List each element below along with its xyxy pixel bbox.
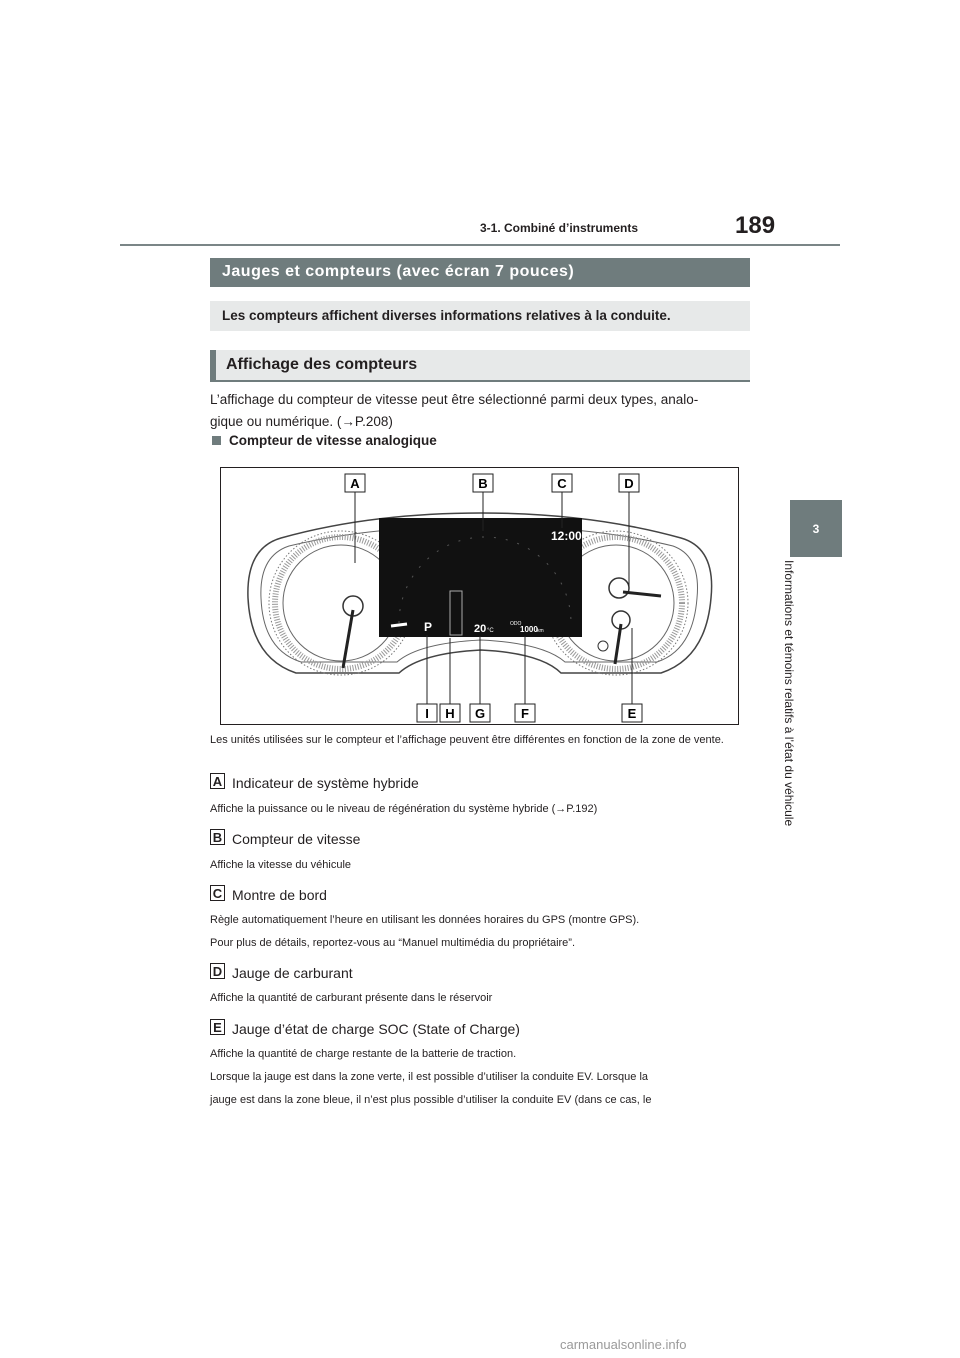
callout-f: F <box>521 706 529 721</box>
lead-text: Les compteurs affichent diverses informations relatives à la conduite. <box>210 301 750 331</box>
item-d-description: Affiche la quantité de carburant présente dans le réservoir <box>210 992 493 1004</box>
callout-i: I <box>425 706 429 721</box>
item-c-description: Règle automatiquement l’heure en utilisant les données horaires du GPS (montre GPS). Pour plus de détails, reportez-vous au “Manuel multimédia du propriétaire”. <box>210 914 640 949</box>
callout-c: C <box>557 476 567 491</box>
chapter-tab: 3 <box>790 500 842 557</box>
item-a-letter: A <box>210 773 225 789</box>
item-d-letter: D <box>210 963 225 979</box>
screen-temperature-unit: °C <box>487 628 494 634</box>
callout-a: A <box>350 476 360 491</box>
subsection-title: Affichage des compteurs <box>210 350 750 380</box>
item-e-letter: E <box>210 1019 225 1035</box>
item-a-title: Indicateur de système hybride <box>232 775 419 791</box>
item-b-title: Compteur de vitesse <box>232 831 361 847</box>
callout-d: D <box>624 476 634 491</box>
item-e-title: Jauge d’état de charge SOC (State of Charge) <box>232 1021 520 1037</box>
screen-clock: 12:00 <box>551 529 582 543</box>
screen-odometer: 1000 <box>520 625 538 634</box>
callout-g: G <box>474 706 486 721</box>
figure-note: Les unités utilisées sur le compteur et l’affichage peuvent être différentes en fonction de la zone de vente. <box>210 734 724 746</box>
screen-odometer-unit: km <box>537 628 544 634</box>
screen-gear: P <box>424 620 433 634</box>
screen-temperature: 20 <box>474 623 487 635</box>
callout-h: H <box>445 706 455 721</box>
item-d-title: Jauge de carburant <box>232 965 353 981</box>
cluster-illustration <box>221 468 738 724</box>
callout-e: E <box>627 706 637 721</box>
callout-b: B <box>478 476 488 491</box>
item-c-title: Montre de bord <box>232 887 327 903</box>
chapter-label: Informations et témoins relatifs à l’état du véhicule <box>782 560 796 827</box>
subsection-rule <box>210 380 750 382</box>
bullet-heading: Compteur de vitesse analogique <box>212 433 437 448</box>
bullet-square-icon <box>212 436 221 445</box>
item-b-description: Affiche la vitesse du véhicule <box>210 859 352 871</box>
intro-paragraph: L’affichage du compteur de vitesse peut être sélectionné parmi deux types, analo- gique ou numérique. (→P.208) <box>210 392 699 429</box>
section-header: 3-1. Combiné d’instruments <box>480 221 639 235</box>
watermark: carmanualsonline.info <box>560 1337 687 1352</box>
instrument-cluster-figure <box>220 467 739 725</box>
screen-odo-label: ODO <box>510 621 522 627</box>
header-rule <box>120 244 840 246</box>
page-number: 189 <box>735 212 776 239</box>
item-c-letter: C <box>210 885 225 901</box>
item-e-description: Affiche la quantité de charge restante de la batterie de traction. Lorsque la jauge est dans la zone verte, il est possible d’utiliser la conduite EV. Lorsque la jauge est dans la zone bleue, il n’est plus possible d’utiliser la conduite EV (dans ce cas, le <box>210 1048 652 1106</box>
item-a-description: Affiche la puissance ou le niveau de régénération du système hybride (→P.192) <box>210 803 598 815</box>
page-title: Jauges et compteurs (avec écran 7 pouces) <box>210 258 750 287</box>
item-b-letter: B <box>210 829 225 845</box>
